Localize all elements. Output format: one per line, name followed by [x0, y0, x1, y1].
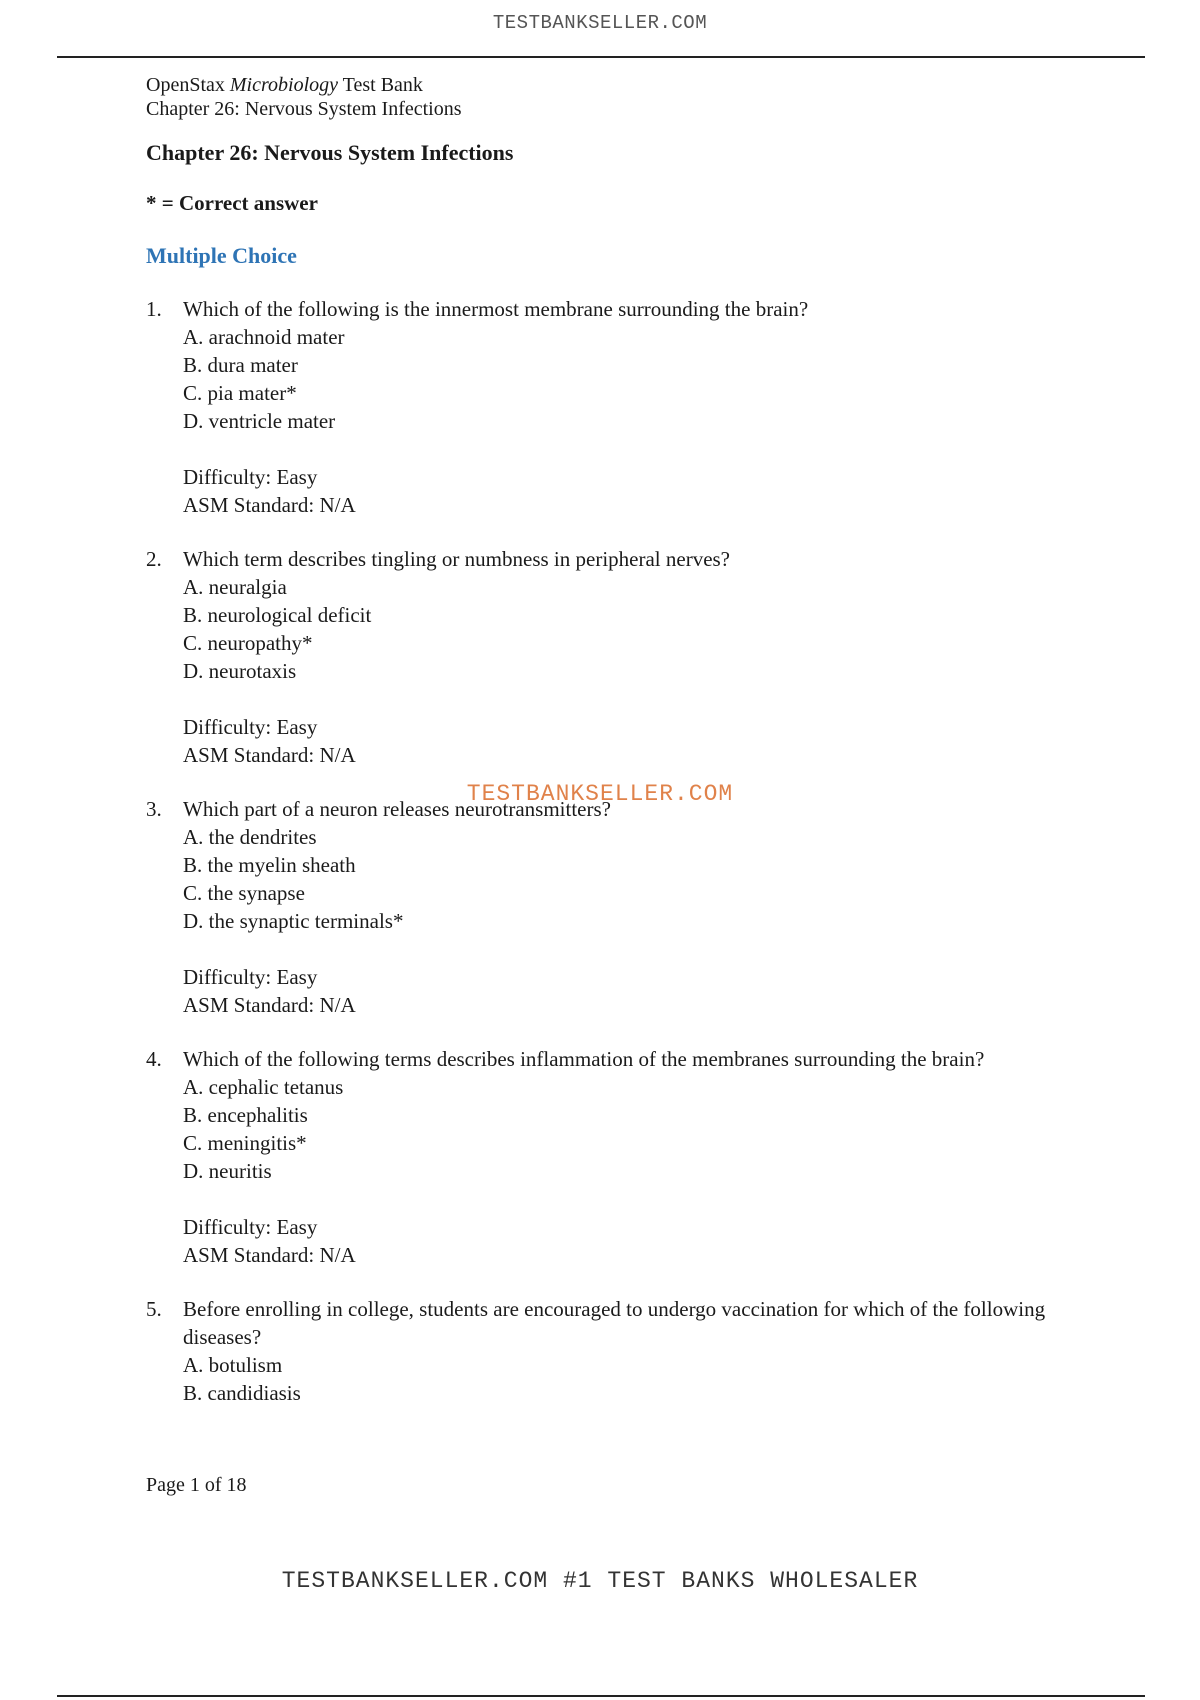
question-3: [146, 795, 1086, 1019]
middle-watermark: TESTBANKSELLER.COM: [466, 781, 734, 807]
question-text: Which term describes tingling or numbness in peripheral nerves?: [183, 547, 731, 571]
question-number: 1.: [146, 297, 162, 321]
answer-option: A. arachnoid mater: [183, 325, 345, 349]
asm-standard-label: ASM Standard: N/A: [183, 1243, 356, 1267]
bottom-divider: [57, 1695, 1145, 1697]
asm-standard-label: ASM Standard: N/A: [183, 993, 356, 1017]
answer-option: B. encephalitis: [183, 1103, 308, 1127]
question-number: 3.: [146, 797, 162, 821]
question-4: [146, 1045, 1086, 1269]
answer-option: A. cephalic tetanus: [183, 1075, 344, 1099]
chapter-header: Chapter 26: Nervous System Infections: [146, 98, 462, 120]
answer-option: A. neuralgia: [183, 575, 287, 599]
question-list: [146, 295, 1086, 1407]
question-2: [146, 545, 1086, 769]
answer-option: B. neurological deficit: [183, 603, 372, 627]
answer-option: C. pia mater*: [183, 381, 297, 405]
question-number: 2.: [146, 547, 162, 571]
book-title: Microbiology: [229, 74, 339, 96]
difficulty-label: Difficulty: Easy: [183, 1215, 318, 1239]
question-text: Which part of a neuron releases neurotransmitters?: [183, 797, 611, 821]
answer-option: C. neuropathy*: [183, 631, 313, 655]
question-1: [146, 295, 1086, 519]
question-number: 4.: [146, 1047, 162, 1071]
question-5: [146, 1295, 1086, 1407]
book-header: [146, 73, 1086, 97]
answer-option: C. the synapse: [183, 881, 305, 905]
answer-option: B. candidiasis: [183, 1381, 301, 1405]
question-text: Before enrolling in college, students are encouraged to undergo vaccination for which of the following diseases?: [183, 1297, 1046, 1349]
answer-option: B. dura mater: [183, 353, 298, 377]
difficulty-label: Difficulty: Easy: [183, 465, 318, 489]
asm-standard-label: ASM Standard: N/A: [183, 493, 356, 517]
answer-option: D. the synaptic terminals*: [183, 909, 404, 933]
answer-option: C. meningitis*: [183, 1131, 307, 1155]
asm-standard-label: ASM Standard: N/A: [183, 743, 356, 767]
answer-option: D. ventricle mater: [183, 409, 336, 433]
answer-key-legend: * = Correct answer: [146, 191, 318, 215]
book-prefix: OpenStax: [146, 74, 230, 96]
answer-option: D. neuritis: [183, 1159, 272, 1183]
answer-option: B. the myelin sheath: [183, 853, 356, 877]
difficulty-label: Difficulty: Easy: [183, 715, 318, 739]
top-divider: [57, 56, 1145, 58]
answer-option: A. the dendrites: [183, 825, 317, 849]
difficulty-label: Difficulty: Easy: [183, 965, 318, 989]
top-watermark: TESTBANKSELLER.COM: [492, 12, 708, 34]
section-title: Multiple Choice: [146, 243, 297, 268]
page-number: Page 1 of 18: [146, 1474, 247, 1496]
book-suffix: Test Bank: [338, 74, 423, 96]
question-number: 5.: [146, 1297, 162, 1321]
footer-watermark: TESTBANKSELLER.COM #1 TEST BANKS WHOLESALER: [281, 1568, 919, 1594]
document-body: [146, 73, 1086, 1433]
question-text: Which of the following terms describes inflammation of the membranes surrounding the brain?: [183, 1047, 985, 1071]
answer-option: D. neurotaxis: [183, 659, 297, 683]
answer-option: A. botulism: [183, 1353, 283, 1377]
chapter-title: Chapter 26: Nervous System Infections: [146, 140, 514, 165]
question-text: Which of the following is the innermost membrane surrounding the brain?: [183, 297, 809, 321]
